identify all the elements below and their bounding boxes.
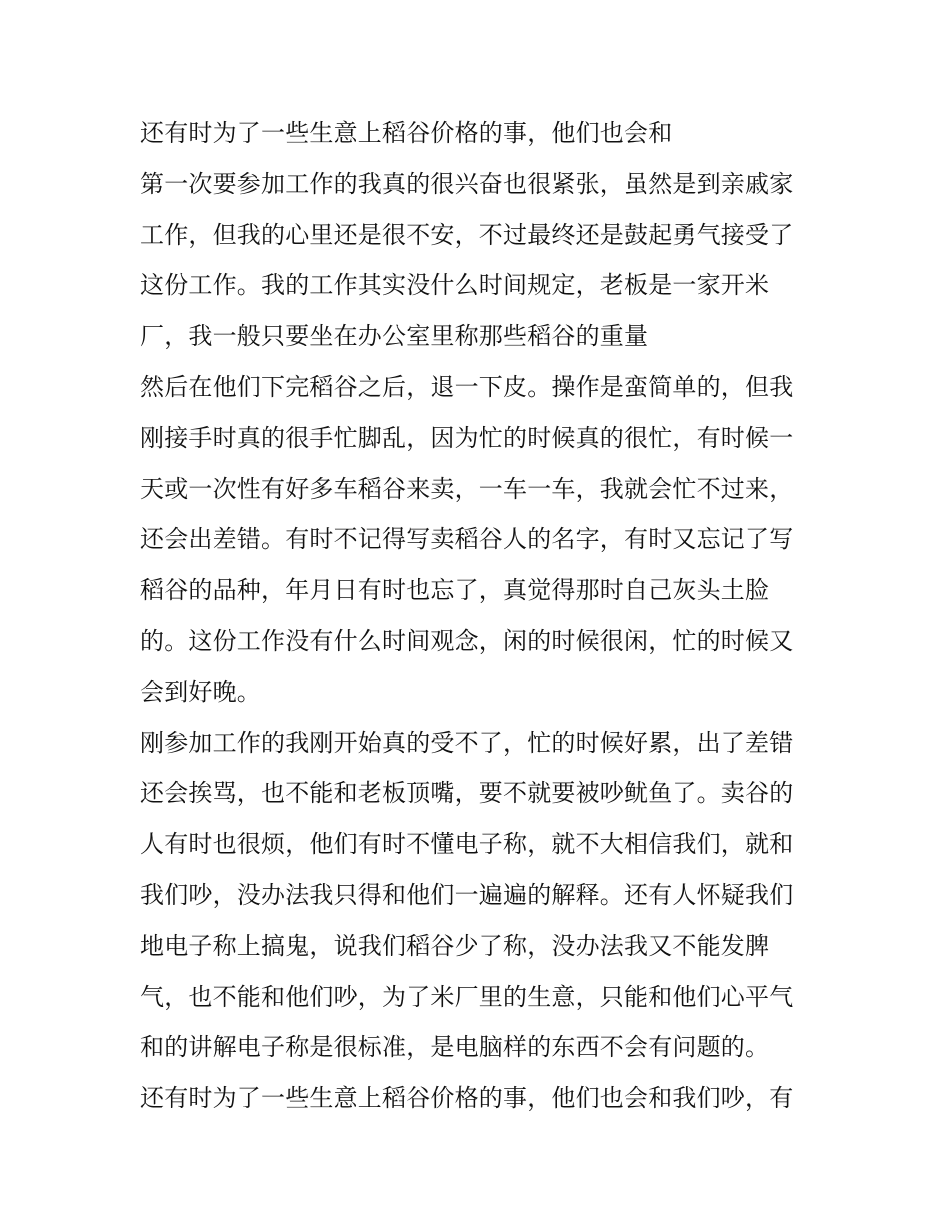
text-line: 的。这份工作没有什么时间观念，闲的时候很闲，忙的时候又	[140, 626, 794, 655]
text-line: 气，也不能和他们吵，为了米厂里的生意，只能和他们心平气	[140, 982, 794, 1011]
text-line: 我们吵，没办法我只得和他们一遍遍的解释。还有人怀疑我们	[140, 880, 794, 909]
text-line: 稻谷的品种，年月日有时也忘了，真觉得那时自己灰头土脸	[140, 576, 770, 605]
text-line: 还会出差错。有时不记得写卖稻谷人的名字，有时又忘记了写	[140, 525, 794, 554]
text-line: 刚参加工作的我刚开始真的受不了，忙的时候好累，出了差错	[140, 728, 794, 757]
text-line: 和的讲解电子称是很标准，是电脑样的东西不会有问题的。	[140, 1033, 770, 1062]
text-line: 人有时也很烦，他们有时不懂电子称，就不大相信我们，就和	[140, 830, 794, 859]
text-line: 刚接手时真的很手忙脚乱，因为忙的时候真的很忙，有时候一	[140, 423, 794, 452]
text-line: 地电子称上搞鬼，说我们稻谷少了称，没办法我又不能发脾	[140, 931, 770, 960]
text-line: 这份工作。我的工作其实没什么时间规定，老板是一家开米	[140, 271, 770, 300]
text-line: 然后在他们下完稻谷之后，退一下皮。操作是蛮简单的，但我	[140, 372, 794, 401]
text-line: 还有时为了一些生意上稻谷价格的事，他们也会和	[140, 119, 673, 147]
text-line: 厂，我一般只要坐在办公室里称那些稻谷的重量	[140, 322, 649, 351]
text-line: 第一次要参加工作的我真的很兴奋也很紧张，虽然是到亲戚家	[140, 169, 794, 198]
text-line: 还会挨骂，也不能和老板顶嘴，要不就要被吵鱿鱼了。卖谷的	[140, 779, 794, 808]
text-line: 还有时为了一些生意上稻谷价格的事，他们也会和我们吵，有	[140, 1084, 794, 1113]
text-line: 工作，但我的心里还是很不安，不过最终还是鼓起勇气接受了	[140, 220, 794, 249]
text-line: 天或一次性有好多车稻谷来卖，一车一车，我就会忙不过来，	[140, 474, 794, 503]
document-body	[140, 108, 820, 1124]
text-line: 会到好晚。	[140, 677, 261, 706]
